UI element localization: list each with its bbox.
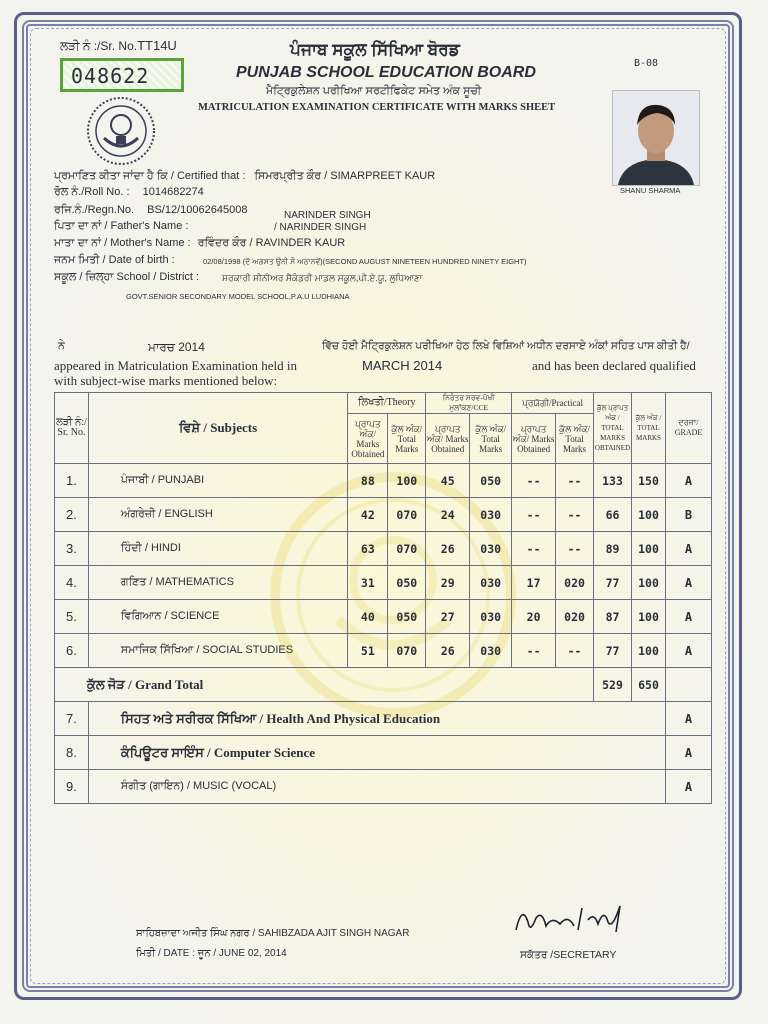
practical-obtained: -- bbox=[512, 532, 556, 566]
subject-serial: 3. bbox=[55, 532, 89, 566]
statement-line2-left: appeared in Matriculation Examination held in bbox=[54, 358, 297, 373]
school-name-punjabi: ਸਰਕਾਰੀ ਸੀਨੀਅਰ ਸੈਕੰਡਰੀ ਮਾਡਲ ਸਕੂਲ,ਪੀ.ਏ.ਯੂ, ਲੁਧਿਆਣਾ bbox=[222, 273, 423, 283]
father-name-line2: / NARINDER SINGH bbox=[274, 222, 367, 233]
total-obtained: 77 bbox=[594, 634, 632, 668]
subject-grade: A bbox=[665, 634, 711, 668]
subject-name: ਵਿਗਿਆਨ / SCIENCE bbox=[88, 600, 347, 634]
mother-row bbox=[54, 237, 345, 250]
subject-name: ਗਣਿਤ / MATHEMATICS bbox=[88, 566, 347, 600]
roll-row bbox=[54, 186, 204, 199]
marks-table bbox=[54, 392, 712, 804]
practical-obtained: 17 bbox=[512, 566, 556, 600]
subject-serial: 1. bbox=[55, 464, 89, 498]
total-obtained: 89 bbox=[594, 532, 632, 566]
extra-subject-name: ਸਿਹਤ ਅਤੇ ਸਰੀਰਕ ਸਿੱਖਿਆ / Health And Physical Education bbox=[88, 702, 665, 736]
total-obtained: 87 bbox=[594, 600, 632, 634]
extra-subject-row bbox=[55, 702, 712, 736]
dob-label: ਜਨਮ ਮਿਤੀ / Date of birth : bbox=[54, 254, 175, 266]
header-theory-obtained: ਪ੍ਰਾਪਤ ਅੰਕ/ Marks Obtained bbox=[348, 414, 388, 464]
practical-obtained: -- bbox=[512, 498, 556, 532]
subject-serial: 6. bbox=[55, 634, 89, 668]
subject-grade: A bbox=[665, 600, 711, 634]
subject-name: ਅੰਗਰੇਜ਼ੀ / ENGLISH bbox=[88, 498, 347, 532]
header-cce-obtained: ਪ੍ਰਾਪਤ ਅੰਕ/ Marks Obtained bbox=[426, 414, 470, 464]
extra-subject-row bbox=[55, 770, 712, 804]
board-emblem-icon bbox=[86, 96, 156, 166]
serial-number-box bbox=[60, 58, 184, 92]
mother-label: ਮਾਤਾ ਦਾ ਨਾਂ / Mother's Name : bbox=[54, 237, 191, 249]
total-obtained: 77 bbox=[594, 566, 632, 600]
subject-name: ਪੰਜਾਬੀ / PUNJABI bbox=[88, 464, 347, 498]
statement-ne: ਨੇ bbox=[58, 340, 65, 352]
total-marks: 100 bbox=[632, 600, 666, 634]
subject-name: ਸਮਾਜਿਕ ਸਿੱਖਿਆ / SOCIAL STUDIES bbox=[88, 634, 347, 668]
total-marks: 100 bbox=[632, 634, 666, 668]
secretary-signature-icon bbox=[512, 900, 632, 940]
header-total-obtained: ਕੁੱਲ ਪ੍ਰਾਪਤ ਅੰਕ / TOTAL MARKS OBTAINED bbox=[594, 393, 632, 464]
father-name-line1: NARINDER SINGH bbox=[284, 210, 371, 221]
student-name: ਸਿਮਰਪ੍ਰੀਤ ਕੌਰ / SIMARPREET KAUR bbox=[254, 170, 436, 182]
total-obtained: 66 bbox=[594, 498, 632, 532]
dob-value: 02/08/1998 (ਦੋ ਅਗਸਤ ਉਨੀ ਸੌ ਅਠਾਨਵੇਂ)(SECOND AUGUST NINETEEN HUNDRED NINETY EIGHT) bbox=[203, 257, 527, 266]
extra-subject-grade: A bbox=[665, 736, 711, 770]
total-marks: 150 bbox=[632, 464, 666, 498]
extra-subject-row bbox=[55, 736, 712, 770]
practical-total: 020 bbox=[556, 600, 594, 634]
practical-obtained: -- bbox=[512, 634, 556, 668]
cce-total: 030 bbox=[470, 532, 512, 566]
subject-grade: A bbox=[665, 566, 711, 600]
theory-obtained: 51 bbox=[348, 634, 388, 668]
theory-obtained: 63 bbox=[348, 532, 388, 566]
grand-total-label: ਕੁੱਲ ਜੋੜ / Grand Total bbox=[55, 668, 594, 702]
practical-total: -- bbox=[556, 498, 594, 532]
photo-caption: SHANU SHARMA bbox=[620, 186, 681, 195]
theory-total: 070 bbox=[388, 532, 426, 566]
header-total-marks: ਕੁੱਲ ਅੰਕ / TOTAL MARKS bbox=[632, 393, 666, 464]
regn-row bbox=[54, 204, 247, 217]
practical-total: 020 bbox=[556, 566, 594, 600]
practical-total: -- bbox=[556, 634, 594, 668]
subject-grade: B bbox=[665, 498, 711, 532]
extra-subject-name: ਸੰਗੀਤ (ਗਾਇਨ) / MUSIC (VOCAL) bbox=[88, 770, 665, 804]
header-practical: ਪ੍ਰਯੋਗੀ/Practical bbox=[512, 393, 594, 414]
certified-label: ਪ੍ਰਮਾਣਿਤ ਕੀਤਾ ਜਾਂਦਾ ਹੈ ਕਿ / Certified that : bbox=[54, 170, 246, 182]
subject-serial: 2. bbox=[55, 498, 89, 532]
certificate-subtitle-english: MATRICULATION EXAMINATION CERTIFICATE WITH MARKS SHEET bbox=[198, 102, 556, 113]
total-marks: 100 bbox=[632, 498, 666, 532]
serial-number: 048622 bbox=[71, 64, 150, 88]
subject-serial: 5. bbox=[55, 600, 89, 634]
serial-label-text: ਲੜੀ ਨੰ :/Sr. No. bbox=[60, 39, 138, 53]
cce-total: 030 bbox=[470, 566, 512, 600]
cce-obtained: 24 bbox=[426, 498, 470, 532]
statement-line2-right: and has been declared qualified bbox=[532, 358, 696, 373]
header-practical-obtained: ਪ੍ਰਾਪਤ ਅੰਕ/ Marks Obtained bbox=[512, 414, 556, 464]
regn-label: ਰਜਿ.ਨੰ./Regn.No. bbox=[54, 204, 135, 216]
board-title-english: PUNJAB SCHOOL EDUCATION BOARD bbox=[236, 64, 536, 81]
cce-obtained: 26 bbox=[426, 634, 470, 668]
school-label: ਸਕੂਲ / ਜ਼ਿਲ੍ਹਾ School / District : bbox=[54, 271, 200, 283]
certified-row bbox=[54, 170, 435, 183]
mother-name: ਰਵਿੰਦਰ ਕੌਰ / RAVINDER KAUR bbox=[197, 237, 346, 249]
statement-punjabi: ਵਿੱਚ ਹੋਈ ਮੈਟ੍ਰਿਕੁਲੇਸ਼ਨ ਪਰੀਖਿਆ ਹੇਠ ਲਿਖੇ ਵਿਸ਼ਿਆਂ ਅਧੀਨ ਦਰਸਾਏ ਅੰਕਾਂ ਸਹਿਤ ਪਾਸ ਕੀਤੀ ਹੈ/ bbox=[322, 340, 690, 352]
cce-obtained: 27 bbox=[426, 600, 470, 634]
header-theory: ਲਿਖਤੀ/Theory bbox=[348, 393, 426, 414]
cce-total: 030 bbox=[470, 498, 512, 532]
grand-total-obtained: 529 bbox=[594, 668, 632, 702]
grand-total-marks: 650 bbox=[632, 668, 666, 702]
subject-row bbox=[55, 566, 712, 600]
student-portrait-icon bbox=[613, 91, 699, 185]
secretary-label: ਸਕੱਤਰ /SECRETARY bbox=[520, 949, 617, 961]
total-marks: 100 bbox=[632, 566, 666, 600]
subject-row bbox=[55, 498, 712, 532]
subject-name: ਹਿੰਦੀ / HINDI bbox=[88, 532, 347, 566]
header-cce-total: ਕੁੱਲ ਅੰਕ/ Total Marks bbox=[470, 414, 512, 464]
theory-obtained: 88 bbox=[348, 464, 388, 498]
board-title-punjabi: ਪੰਜਾਬ ਸਕੂਲ ਸਿੱਖਿਆ ਬੋਰਡ bbox=[290, 40, 460, 59]
practical-obtained: -- bbox=[512, 464, 556, 498]
grand-total-grade bbox=[665, 668, 711, 702]
roll-number: 1014682274 bbox=[142, 186, 204, 198]
practical-total: -- bbox=[556, 532, 594, 566]
extra-subject-name: ਕੰਪਿਊਟਰ ਸਾਇੰਸ / Computer Science bbox=[88, 736, 665, 770]
father-label: ਪਿਤਾ ਦਾ ਨਾਂ / Father's Name : bbox=[54, 220, 189, 232]
cce-obtained: 45 bbox=[426, 464, 470, 498]
school-name-english: GOVT.SENIOR SECONDARY MODEL SCHOOL,P.A.U LUDHIANA bbox=[126, 292, 350, 301]
subject-row bbox=[55, 600, 712, 634]
theory-total: 050 bbox=[388, 566, 426, 600]
extra-subject-serial: 9. bbox=[55, 770, 89, 804]
header-sr: ਲੜੀ ਨੰ:/ Sr. No. bbox=[55, 393, 89, 464]
extra-subject-grade: A bbox=[665, 770, 711, 804]
cce-obtained: 26 bbox=[426, 532, 470, 566]
serial-code: TT14U bbox=[137, 38, 177, 53]
extra-subject-grade: A bbox=[665, 702, 711, 736]
roll-label: ਰੋਲ ਨੰ./Roll No. : bbox=[54, 186, 130, 198]
subject-serial: 4. bbox=[55, 566, 89, 600]
grand-total-row bbox=[55, 668, 712, 702]
theory-total: 100 bbox=[388, 464, 426, 498]
header-practical-total: ਕੁੱਲ ਅੰਕ/ Total Marks bbox=[556, 414, 594, 464]
certificate-subtitle-punjabi: ਮੈਟ੍ਰਿਕੁਲੇਸ਼ਨ ਪਰੀਖਿਆ ਸਰਟੀਫਿਕੇਟ ਸਮੇਤ ਅੰਕ ਸੂਚੀ bbox=[266, 85, 482, 97]
subject-row bbox=[55, 634, 712, 668]
header-subjects: ਵਿਸ਼ੇ / Subjects bbox=[88, 393, 347, 464]
student-photo bbox=[612, 90, 700, 186]
theory-obtained: 40 bbox=[348, 600, 388, 634]
practical-total: -- bbox=[556, 464, 594, 498]
cce-total: 030 bbox=[470, 634, 512, 668]
regn-number: BS/12/10062645008 bbox=[147, 204, 248, 216]
subject-row bbox=[55, 532, 712, 566]
cce-total: 050 bbox=[470, 464, 512, 498]
exam-month-punjabi: ਮਾਰਚ 2014 bbox=[148, 340, 205, 354]
subject-row bbox=[55, 464, 712, 498]
header-cce: ਨਿਰੰਤਰ ਸਰਵ-ਪੱਖੀ ਮੁਲਾਂਕਣ/CCE bbox=[426, 393, 512, 414]
subject-grade: A bbox=[665, 532, 711, 566]
subject-grade: A bbox=[665, 464, 711, 498]
exam-month-english: MARCH 2014 bbox=[362, 358, 443, 373]
theory-obtained: 31 bbox=[348, 566, 388, 600]
header-theory-total: ਕੁੱਲ ਅੰਕ/ Total Marks bbox=[388, 414, 426, 464]
serial-label bbox=[60, 38, 177, 54]
extra-subject-serial: 8. bbox=[55, 736, 89, 770]
cce-obtained: 29 bbox=[426, 566, 470, 600]
theory-total: 050 bbox=[388, 600, 426, 634]
form-code: B-08 bbox=[634, 58, 659, 69]
extra-subject-serial: 7. bbox=[55, 702, 89, 736]
total-obtained: 133 bbox=[594, 464, 632, 498]
theory-total: 070 bbox=[388, 498, 426, 532]
issue-date: ਮਿਤੀ / DATE : ਜੂਨ / JUNE 02, 2014 bbox=[136, 948, 287, 959]
issue-place: ਸਾਹਿਬਜ਼ਾਦਾ ਅਜੀਤ ਸਿੰਘ ਨਗਰ / SAHIBZADA AJIT SINGH NAGAR bbox=[136, 928, 410, 939]
cce-total: 030 bbox=[470, 600, 512, 634]
header-grade: ਦਰਜਾ/ GRADE bbox=[665, 393, 711, 464]
theory-obtained: 42 bbox=[348, 498, 388, 532]
total-marks: 100 bbox=[632, 532, 666, 566]
statement-line3: with subject-wise marks mentioned below: bbox=[54, 373, 278, 388]
practical-obtained: 20 bbox=[512, 600, 556, 634]
theory-total: 070 bbox=[388, 634, 426, 668]
